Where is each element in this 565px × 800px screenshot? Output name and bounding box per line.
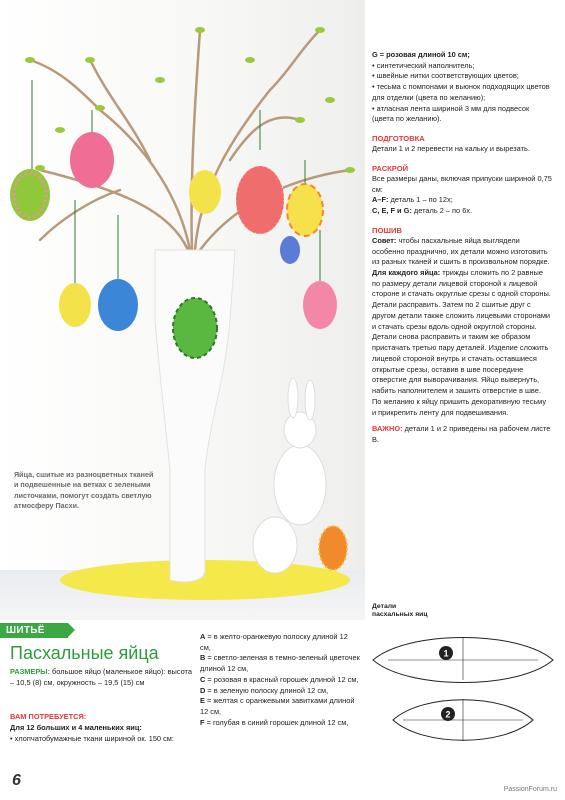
prep-heading: ПОДГОТОВКА xyxy=(372,134,425,144)
sizes-block xyxy=(10,667,198,688)
needs-item: • хлопчатобумажные ткани шириной ок. 150 см: xyxy=(10,733,174,743)
fabric-colors-list xyxy=(200,632,360,729)
fabric-color-item: C = розовая в красный горошек длиной 12 см, xyxy=(200,674,359,684)
g-fabric-line: G = розовая длиной 10 см; xyxy=(372,50,470,59)
sew-heading: ПОШИВ xyxy=(372,225,402,235)
pattern-number-2: 2 xyxy=(445,709,451,720)
tip-paragraph: Совет: чтобы пасхальные яйца выглядели особенно празднично, их детали можно изготовить из разных тканей и сшить в произвольном порядке. xyxy=(372,235,550,267)
fabric-color-item: B = светло-зеленая в темно-зеленый цветочек длиной 12 см, xyxy=(200,653,360,674)
pattern-number-1: 1 xyxy=(443,648,449,659)
page-title: Пасхальные яйца xyxy=(10,643,159,663)
sizes-text: большое яйцо (маленькое яйцо): высота – 10,5 (8) см, окружность – 19,5 (15) см xyxy=(10,667,192,687)
material-item: • швейные нитки соответствующих цветов; xyxy=(372,71,519,81)
material-item: • атласная лента шириной 3 мм для подвесок (цвета по желанию). xyxy=(372,103,530,124)
material-item: • синтетический наполнитель; xyxy=(372,60,475,70)
fabric-color-item: D = в зеленую полоску длиной 12 см, xyxy=(200,685,329,695)
needs-list xyxy=(10,723,198,744)
material-item: • тесьма с помпонами и вьюнок подходящих цветов для отделки (цвета по желанию); xyxy=(372,82,550,102)
needs-title: ВАМ ПОТРЕБУЕТСЯ: xyxy=(10,712,87,721)
fabric-color-item: F = голубая в синий горошек длиной 12 см, xyxy=(200,717,349,727)
cut-af: A–F: деталь 1 – по 12х; xyxy=(372,195,453,205)
cut-ceg: C, E, F и G: деталь 2 – по 6х. xyxy=(372,206,473,216)
pattern-diagram xyxy=(368,625,558,745)
instructions-column xyxy=(372,50,552,446)
sizes-label: РАЗМЕРЫ: xyxy=(10,667,50,676)
fabric-color-item: A = в желто-оранжевую полоску длиной 12 см, xyxy=(200,632,348,652)
page-number: 6 xyxy=(12,772,21,789)
fabric-color-item: E = желтая с оранжевыми завитками длиной 12 см, xyxy=(200,696,355,717)
each-egg-paragraph: Для каждого яйца: трижды сложить по 2 равные по размеру детали лицевой стороной к лицевой стороне и стачать округлые срезы с одной стороны. Детали расправить. Затем по 2 сшитые друг с другом детали также сложить лицевыми сторонами и стачать срезы вдоль одной округлой стороны. Детали снова расправить и таким же образом пристачать третью пару деталей. Изделие сложить лицевой стороной внутрь и стачать оставшиеся открытые срезы, оставив в шве посередине отверстие для выворачивания. Яйцо вывернуть, набить наполнителем и зашить отверстие в шве. По желанию к яйцу пришить декоративную тесьму и прикрепить ленту для подвешивания. xyxy=(372,268,551,417)
needs-subtitle: Для 12 больших и 4 маленьких яиц: xyxy=(10,723,142,732)
important-note: ВАЖНО: детали 1 и 2 приведены на рабочем листе В. xyxy=(372,424,551,445)
cut-heading: РАСКРОЙ xyxy=(372,163,409,173)
watermark: PassionForum.ru xyxy=(503,786,557,793)
photo-caption: Яйца, сшитые из разноцветных тканей и подвешенные на ветках с зелеными листочками, помогут создать светлую атмосферу Пасхи. xyxy=(14,470,154,511)
pattern-label: Детали пасхальных яиц xyxy=(372,603,428,619)
prep-text: Детали 1 и 2 перевести на кальку и вырезать. xyxy=(372,144,530,154)
cut-text: Все размеры даны, включая припуски шириной 0,75 см: xyxy=(372,173,552,194)
section-ribbon: ШИТЬЁ xyxy=(0,623,68,638)
